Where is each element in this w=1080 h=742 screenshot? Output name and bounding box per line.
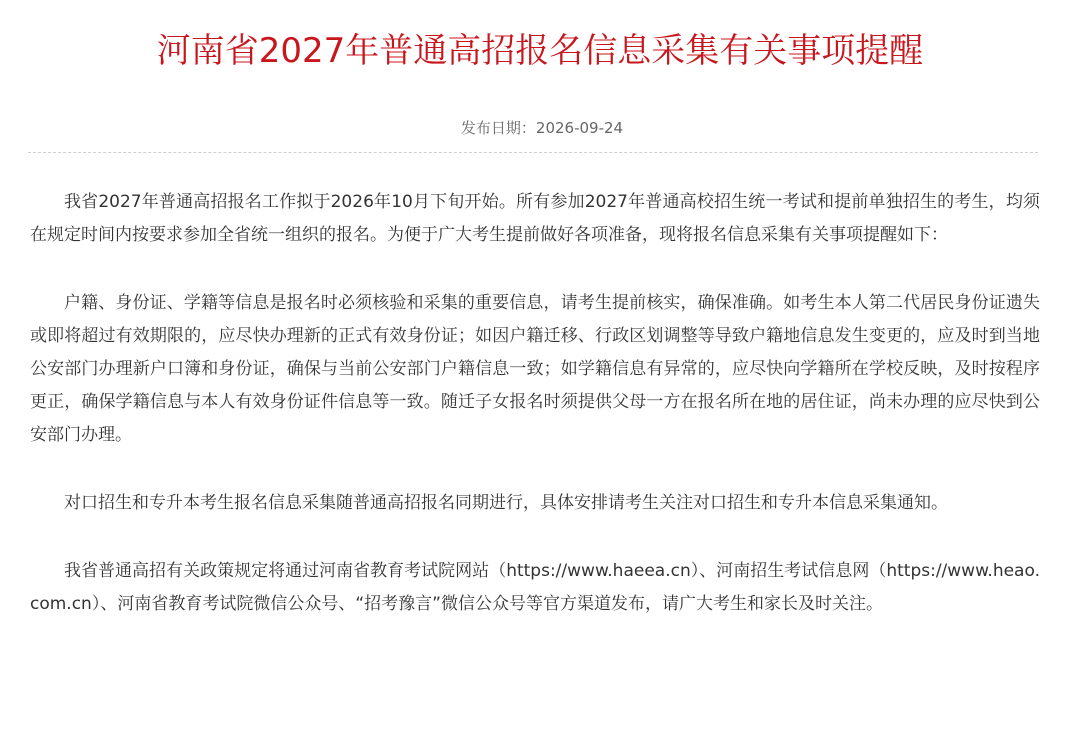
article-paragraph-vocational: 对口招生和专升本考生报名信息采集随普通高招报名同期进行，具体安排请考生关注对口招生和专升本信息采集通知。 xyxy=(64,493,948,513)
title-divider xyxy=(28,152,1038,153)
publish-date-label: 发布日期： xyxy=(460,119,536,137)
publish-date xyxy=(0,116,1080,140)
article-paragraph-identity-info: 户籍、身份证、学籍等信息是报名时必须核验和采集的重要信息，请考生提前核实，确保准确。如考生本人第二代居民身份证遗失或即将超过有效期限的，应尽快办理新的正式有效身份证；如因户籍迁移、行政区划调整等导致户籍地信息发生变更的，应及时到当地公安部门办理新户口簿和身份证，确保与当前公安部门户籍信息一致；如学籍信息有异常的，应尽快向学籍所在学校反映，及时按程序更正，确保学籍信息与本人有效身份证件信息等一致。随迁子女报名时须提供父母一方在报名所在地的居住证，尚未办理的应尽快到公安部门办理。 xyxy=(30,293,1040,445)
article-body xyxy=(30,186,1040,656)
article-title: 河南省2027年普通高招报名信息采集有关事项提醒 xyxy=(156,31,924,71)
article-paragraph-official-channels: 我省普通高招有关政策规定将通过河南省教育考试院网站（https://www.haeea.cn）、河南招生考试信息网（https://www.heao.com.cn）、河南省教育考试院微信公众号、“招考豫言”微信公众号等官方渠道发布，请广大考生和家长及时关注。 xyxy=(30,561,1040,614)
article-paragraph-intro: 我省2027年普通高招报名工作拟于2026年10月下旬开始。所有参加2027年普通高校招生统一考试和提前单独招生的考生，均须在规定时间内按要求参加全省统一组织的报名。为便于广大考生提前做好各项准备，现将报名信息采集有关事项提醒如下： xyxy=(30,192,1040,245)
publish-date-value: 2026-09-24 xyxy=(535,119,624,137)
